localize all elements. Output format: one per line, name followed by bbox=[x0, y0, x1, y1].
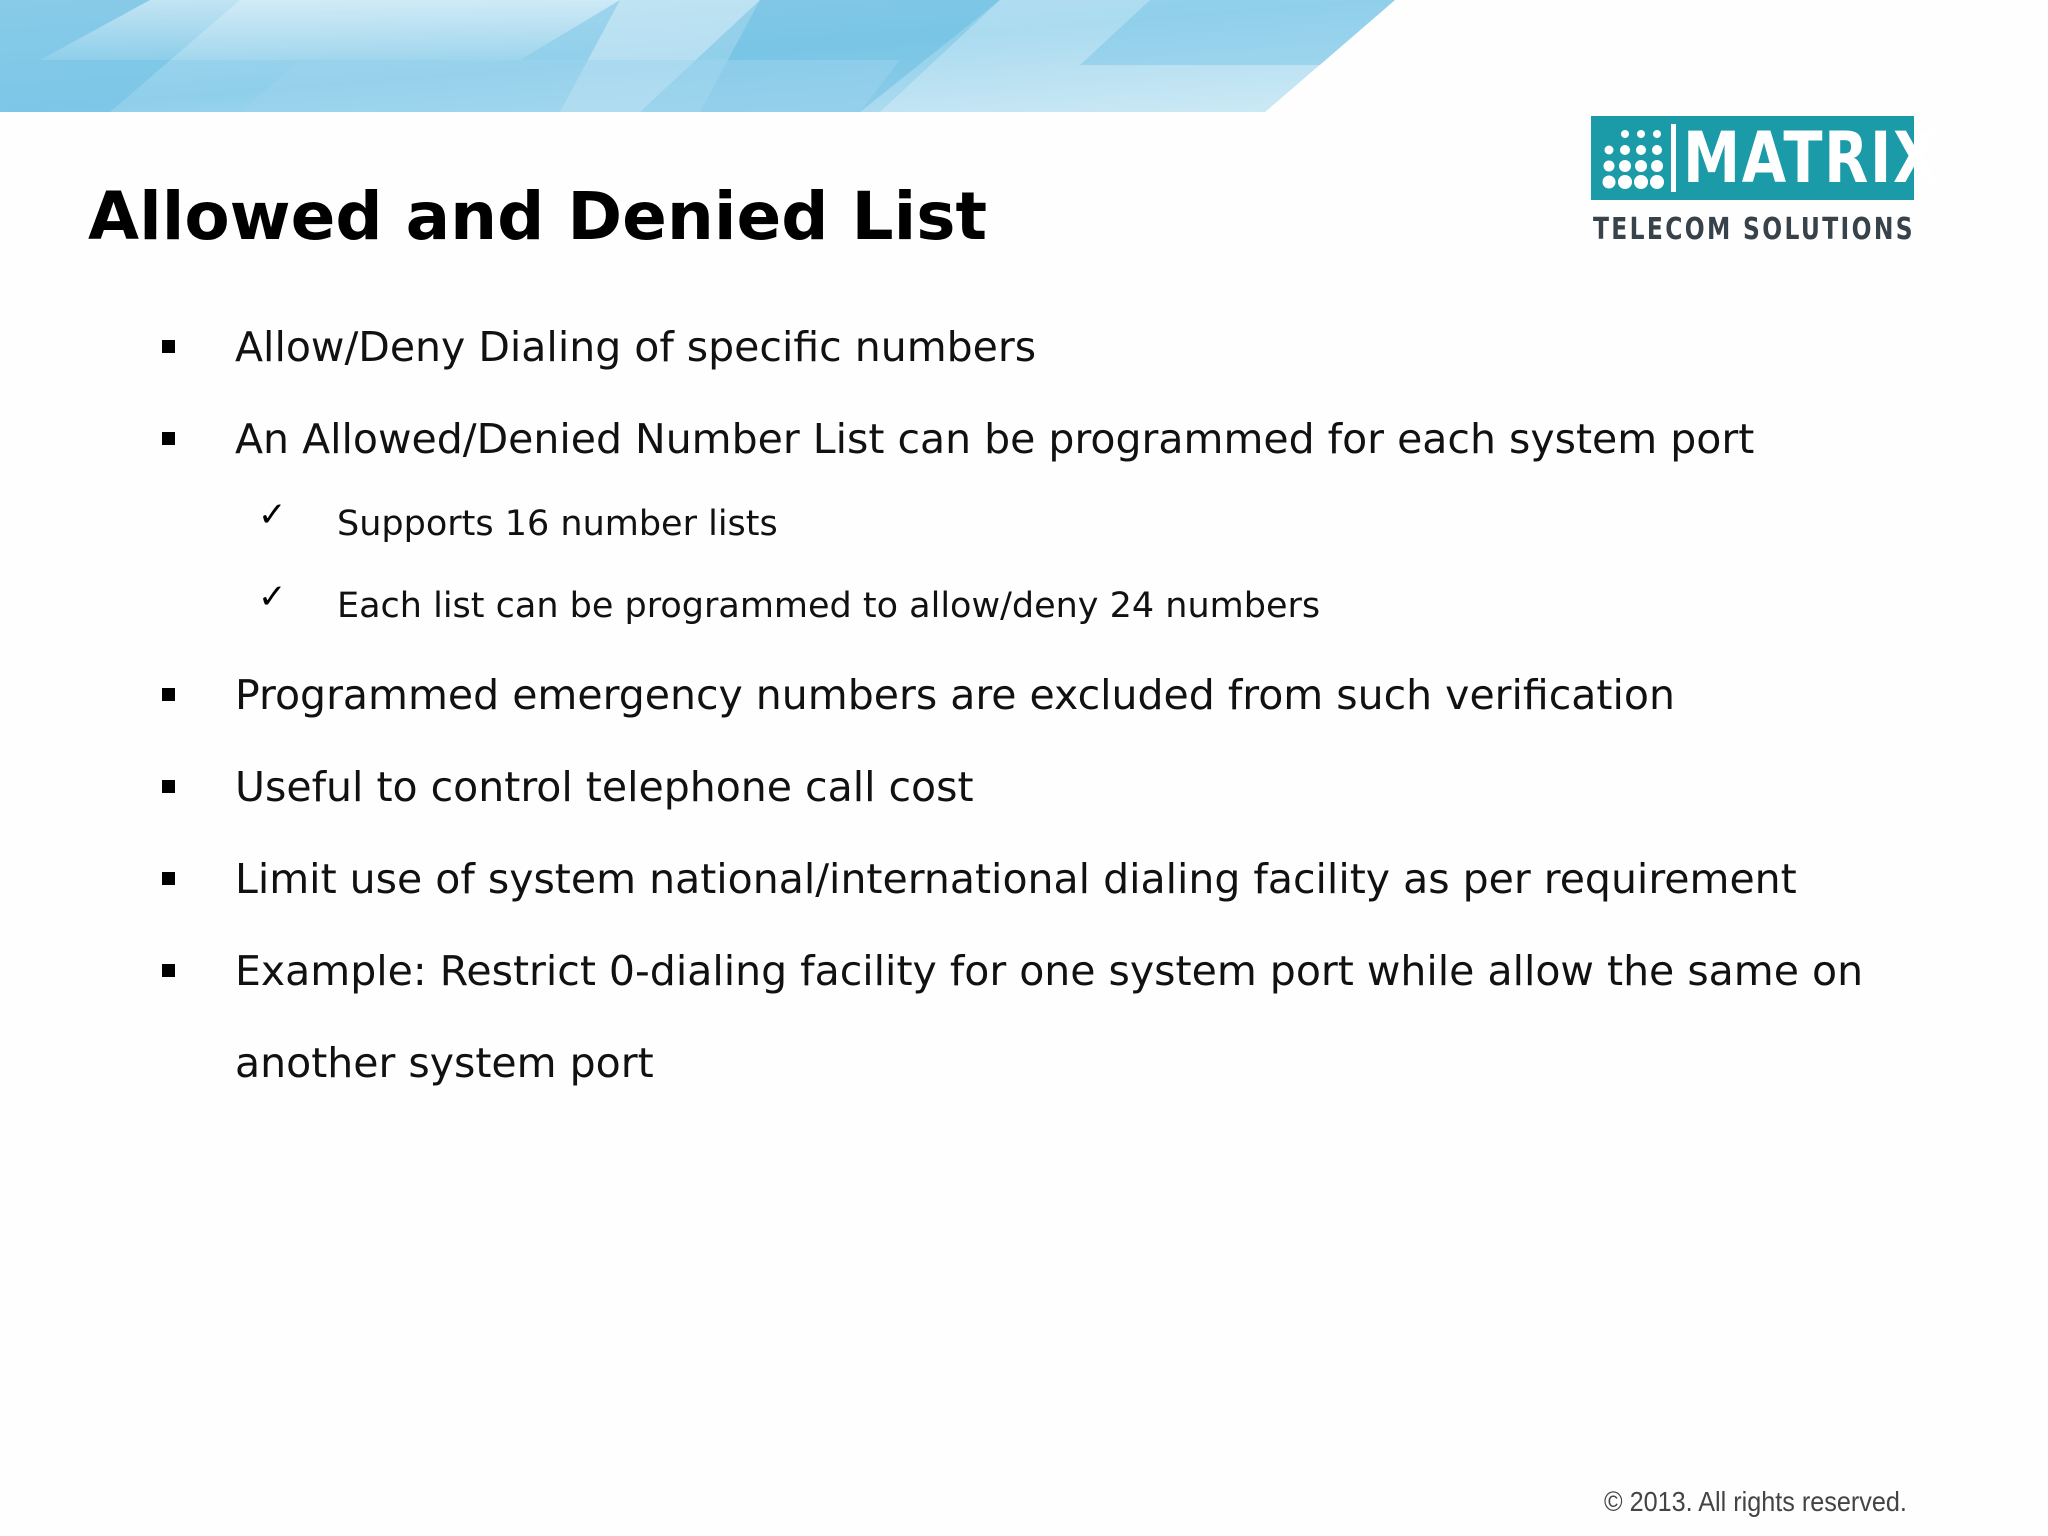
square-bullet-icon bbox=[162, 964, 175, 977]
bullet-text: Programmed emergency numbers are excluded from such verification bbox=[235, 671, 1675, 719]
square-bullet-icon bbox=[162, 780, 175, 793]
dot-grid-icon bbox=[1601, 126, 1665, 190]
bullet-text: Allow/Deny Dialing of specific numbers bbox=[235, 323, 1037, 371]
bullet-text: Limit use of system national/international dialing facility as per requirement bbox=[235, 855, 1797, 903]
copyright-footer: © 2013. All rights reserved. bbox=[1604, 1486, 1907, 1517]
checkmark-icon: ✓ bbox=[258, 495, 287, 535]
logo-divider bbox=[1671, 124, 1676, 192]
checkmark-icon: ✓ bbox=[258, 577, 287, 617]
square-bullet-icon bbox=[162, 872, 175, 885]
square-bullet-icon bbox=[162, 340, 175, 353]
logo-badge bbox=[1591, 116, 1939, 200]
bullet-text: Example: Restrict 0-dialing facility for one system port while allow the same on bbox=[235, 947, 1864, 995]
header-banner bbox=[0, 0, 1400, 115]
banner-graphic bbox=[0, 0, 1400, 115]
square-bullet-icon bbox=[162, 432, 175, 445]
logo-tagline: TELECOM SOLUTIONS bbox=[1593, 212, 1915, 247]
sub-bullet-text: Each list can be programmed to allow/deny 24 numbers bbox=[337, 586, 1321, 626]
square-bullet-icon bbox=[162, 688, 175, 701]
bullet-text: Useful to control telephone call cost bbox=[235, 763, 974, 811]
bullet-text: another system port bbox=[235, 1039, 654, 1087]
logo-wordmark: MATRIX bbox=[1683, 117, 1939, 199]
sub-bullet-text: Supports 16 number lists bbox=[337, 504, 778, 544]
slide-title: Allowed and Denied List bbox=[88, 178, 988, 255]
bullet-text: An Allowed/Denied Number List can be programmed for each system port bbox=[235, 415, 1755, 463]
company-logo bbox=[1591, 116, 1939, 248]
